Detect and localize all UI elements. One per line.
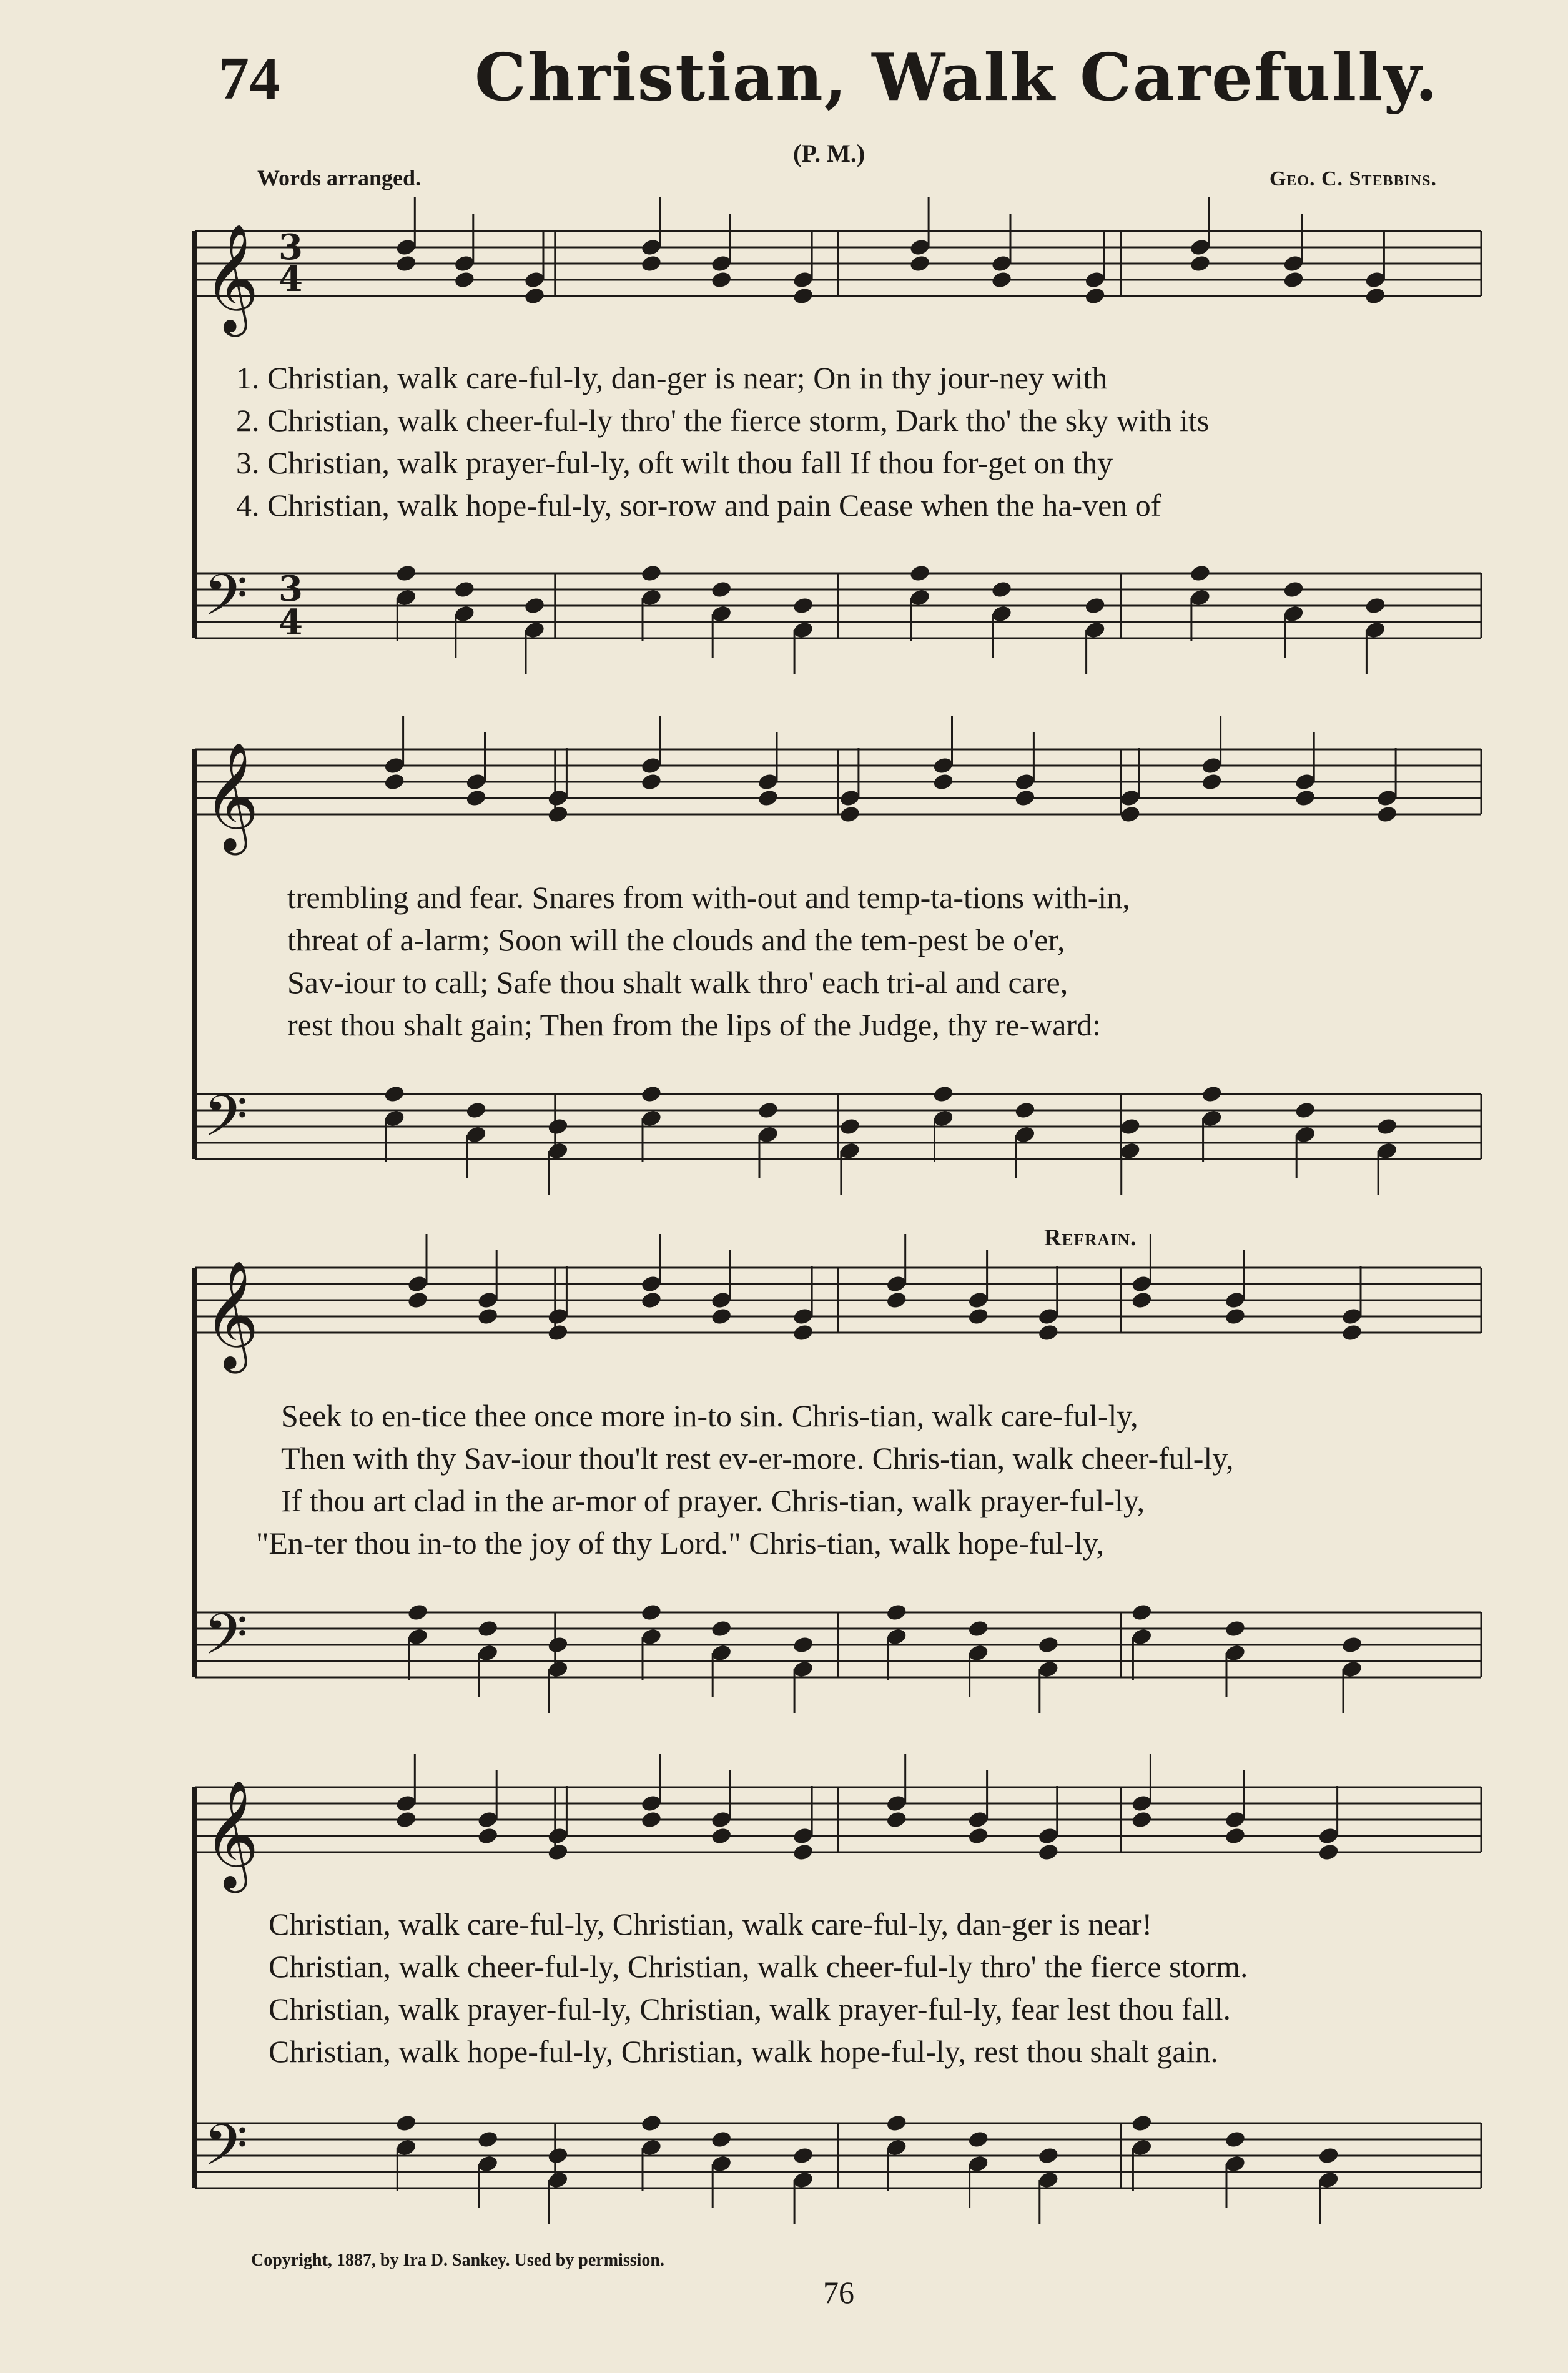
note-head bbox=[792, 596, 814, 616]
note-head bbox=[1131, 2114, 1153, 2133]
note-head bbox=[885, 1810, 908, 1830]
time-signature-digit: 3 bbox=[279, 227, 303, 268]
note-head bbox=[1014, 789, 1037, 808]
treble-clef-icon: 𝄞 bbox=[204, 1780, 259, 1888]
note-head bbox=[967, 1827, 990, 1846]
bass-clef-icon: 𝄢 bbox=[204, 1083, 248, 1163]
lyric-line: 1. Christian, walk care-ful-ly, dan-ger is near; On in thy jour-ney with bbox=[236, 360, 1108, 395]
page-number: 76 bbox=[823, 2275, 854, 2310]
note-head bbox=[710, 2130, 732, 2149]
hymn-number: 74 bbox=[219, 45, 280, 112]
treble-clef-icon: 𝄞 bbox=[204, 224, 259, 332]
note-head bbox=[932, 1085, 955, 1104]
note-head bbox=[1131, 1291, 1153, 1310]
lyric-line: Sav-iour to call; Safe thou shalt walk thro' each tri-al and care, bbox=[287, 965, 1068, 1000]
note-head bbox=[710, 270, 732, 290]
note-head bbox=[792, 1843, 814, 1862]
lyric-line: 3. Christian, walk prayer-ful-ly, oft wilt thou fall If thou for-get on thy bbox=[236, 445, 1113, 480]
note-head bbox=[990, 580, 1013, 599]
note-head bbox=[1341, 1635, 1363, 1655]
note-head bbox=[640, 1085, 663, 1104]
note-head bbox=[885, 1291, 908, 1310]
note-head bbox=[640, 1603, 663, 1622]
note-head bbox=[792, 2146, 814, 2166]
note-head bbox=[1283, 580, 1305, 599]
treble-clef-icon: 𝄞 bbox=[204, 742, 259, 851]
note-head bbox=[476, 1307, 499, 1326]
note-head bbox=[1037, 1843, 1060, 1862]
note-head bbox=[839, 1117, 861, 1137]
note-head bbox=[1341, 1323, 1363, 1343]
note-head bbox=[710, 1619, 732, 1639]
note-head bbox=[1283, 270, 1305, 290]
note-head bbox=[1084, 596, 1107, 616]
note-head bbox=[395, 254, 417, 274]
note-head bbox=[1119, 805, 1141, 824]
composer-credit: Geo. C. Stebbins. bbox=[1269, 167, 1437, 190]
note-head bbox=[383, 772, 406, 792]
time-signature-digit: 4 bbox=[279, 259, 303, 300]
note-head bbox=[757, 789, 779, 808]
note-head bbox=[1084, 287, 1107, 306]
note-head bbox=[909, 564, 931, 583]
note-head bbox=[990, 270, 1013, 290]
note-head bbox=[792, 1635, 814, 1655]
note-head bbox=[547, 1323, 570, 1343]
note-head bbox=[453, 580, 476, 599]
words-credit: Words arranged. bbox=[257, 165, 422, 190]
note-head bbox=[640, 1810, 663, 1830]
note-head bbox=[465, 789, 488, 808]
note-head bbox=[757, 1101, 779, 1120]
note-head bbox=[710, 1827, 732, 1846]
treble-clef-icon: 𝄞 bbox=[204, 1260, 259, 1369]
note-head bbox=[932, 772, 955, 792]
lyric-line: Christian, walk prayer-ful-ly, Christian, walk prayer-ful-ly, fear lest thou fall. bbox=[269, 1991, 1231, 2026]
note-head bbox=[1224, 2130, 1246, 2149]
note-head bbox=[395, 1810, 417, 1830]
lyric-line: Then with thy Sav-iour thou'lt rest ev-er-more. Chris-tian, walk cheer-ful-ly, bbox=[281, 1441, 1234, 1476]
note-head bbox=[640, 2114, 663, 2133]
note-head bbox=[710, 580, 732, 599]
note-head bbox=[640, 564, 663, 583]
time-signature-digit: 3 bbox=[279, 568, 303, 609]
lyric-line: rest thou shalt gain; Then from the lips of the Judge, thy re-ward: bbox=[287, 1007, 1101, 1042]
note-head bbox=[1376, 805, 1398, 824]
lyric-line: 4. Christian, walk hope-ful-ly, sor-row and pain Cease when the ha-ven of bbox=[236, 488, 1161, 523]
note-head bbox=[1189, 254, 1211, 274]
meter-label: (P. M.) bbox=[793, 139, 865, 167]
note-head bbox=[640, 1291, 663, 1310]
note-head bbox=[407, 1603, 429, 1622]
note-head bbox=[1224, 1619, 1246, 1639]
note-head bbox=[885, 1603, 908, 1622]
note-head bbox=[465, 1101, 488, 1120]
note-head bbox=[523, 596, 546, 616]
note-head bbox=[1131, 1603, 1153, 1622]
note-head bbox=[1364, 596, 1387, 616]
note-head bbox=[1318, 2146, 1340, 2166]
note-head bbox=[523, 287, 546, 306]
lyric-line: Christian, walk cheer-ful-ly, Christian, walk cheer-ful-ly thro' the fierce storm. bbox=[269, 1949, 1248, 1984]
bass-clef-icon: 𝄢 bbox=[204, 562, 248, 642]
note-head bbox=[476, 1827, 499, 1846]
lyric-line: Christian, walk hope-ful-ly, Christian, walk hope-ful-ly, rest thou shalt gain. bbox=[269, 2034, 1218, 2069]
note-head bbox=[1364, 287, 1387, 306]
note-head bbox=[967, 1619, 990, 1639]
note-head bbox=[547, 1635, 570, 1655]
bass-clef-icon: 𝄢 bbox=[204, 1601, 248, 1681]
note-head bbox=[1318, 1843, 1340, 1862]
hymn-title: Christian, Walk Carefully. bbox=[475, 39, 1439, 116]
refrain-label: Refrain. bbox=[1044, 1225, 1137, 1251]
note-head bbox=[885, 2114, 908, 2133]
note-head bbox=[1224, 1827, 1246, 1846]
note-head bbox=[407, 1291, 429, 1310]
note-head bbox=[1224, 1307, 1246, 1326]
note-head bbox=[476, 2130, 499, 2149]
note-head bbox=[967, 2130, 990, 2149]
lyric-line: If thou art clad in the ar-mor of prayer. Chris-tian, walk prayer-ful-ly, bbox=[281, 1483, 1145, 1518]
note-head bbox=[1119, 1117, 1141, 1137]
lyric-line: trembling and fear. Snares from with-out and temp-ta-tions with-in, bbox=[287, 880, 1130, 915]
note-head bbox=[909, 254, 931, 274]
lyric-line: 2. Christian, walk cheer-ful-ly thro' the fierce storm, Dark tho' the sky with its bbox=[236, 403, 1210, 438]
note-head bbox=[1037, 1635, 1060, 1655]
note-head bbox=[792, 1323, 814, 1343]
note-head bbox=[383, 1085, 406, 1104]
time-signature-digit: 4 bbox=[279, 602, 303, 643]
note-head bbox=[453, 270, 476, 290]
note-head bbox=[547, 1117, 570, 1137]
note-head bbox=[1376, 1117, 1398, 1137]
lyric-line: threat of a-larm; Soon will the clouds and the tem-pest be o'er, bbox=[287, 922, 1065, 957]
note-head bbox=[395, 564, 417, 583]
note-head bbox=[476, 1619, 499, 1639]
note-head bbox=[1201, 1085, 1223, 1104]
note-head bbox=[1294, 1101, 1316, 1120]
lyric-line: "En-ter thou in-to the joy of thy Lord." Chris-tian, walk hope-ful-ly, bbox=[256, 1526, 1105, 1561]
note-head bbox=[839, 805, 861, 824]
note-head bbox=[710, 1307, 732, 1326]
note-head bbox=[1037, 1323, 1060, 1343]
note-head bbox=[547, 1843, 570, 1862]
bass-clef-icon: 𝄢 bbox=[204, 2112, 248, 2192]
lyric-line: Seek to en-tice thee once more in-to sin. Chris-tian, walk care-ful-ly, bbox=[281, 1398, 1138, 1433]
note-head bbox=[640, 772, 663, 792]
note-head bbox=[967, 1307, 990, 1326]
note-head bbox=[547, 2146, 570, 2166]
note-head bbox=[547, 805, 570, 824]
note-head bbox=[792, 287, 814, 306]
note-head bbox=[1014, 1101, 1037, 1120]
note-head bbox=[1037, 2146, 1060, 2166]
copyright-notice: Copyright, 1887, by Ira D. Sankey. Used by permission. bbox=[251, 2251, 664, 2270]
note-head bbox=[395, 2114, 417, 2133]
note-head bbox=[1189, 564, 1211, 583]
note-head bbox=[1201, 772, 1223, 792]
note-head bbox=[1294, 789, 1316, 808]
lyric-line: Christian, walk care-ful-ly, Christian, walk care-ful-ly, dan-ger is near! bbox=[269, 1907, 1153, 1941]
note-head bbox=[1131, 1810, 1153, 1830]
note-head bbox=[640, 254, 663, 274]
